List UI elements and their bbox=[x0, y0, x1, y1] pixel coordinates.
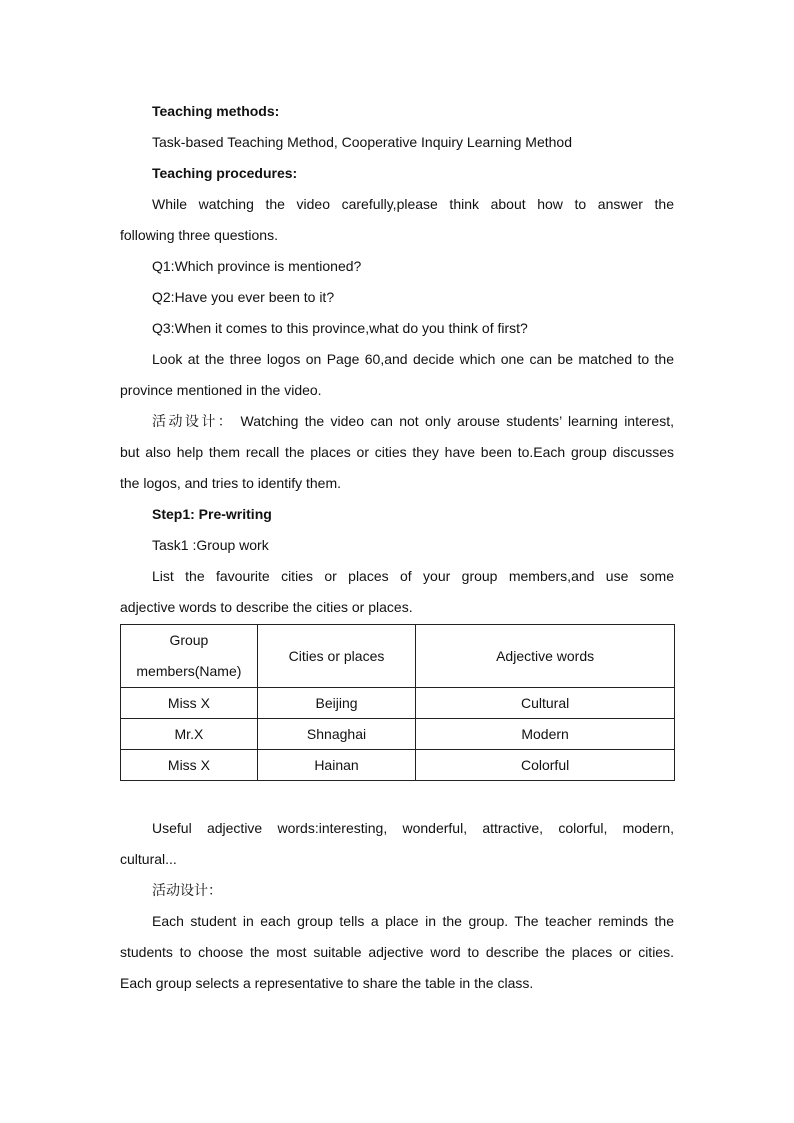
logos-paragraph bbox=[120, 344, 674, 406]
table-header-row bbox=[121, 625, 675, 688]
activity-design-1-line-1: 活动设计： Watching the video can not only arouse students’ learning interest, bbox=[152, 413, 674, 429]
task1-label: Task1 :Group work bbox=[152, 537, 269, 553]
header-group-members-line-2: members(Name) bbox=[136, 663, 242, 679]
header-cities-places: Cities or places bbox=[257, 625, 415, 688]
table-row bbox=[121, 750, 675, 781]
question-1: Q1:Which province is mentioned? bbox=[152, 258, 362, 274]
video-intro-line-2: following three questions. bbox=[120, 227, 278, 243]
cell-place: Beijing bbox=[257, 688, 415, 719]
activity-design-1-line-3: the logos, and tries to identify them. bbox=[120, 475, 342, 491]
activity-design-2-paragraph bbox=[120, 906, 674, 999]
adjective-table bbox=[120, 624, 675, 781]
spacer bbox=[120, 781, 674, 813]
video-intro-line-1: While watching the video carefully,please think about how to answer the bbox=[152, 196, 674, 212]
cell-adjective: Modern bbox=[416, 719, 675, 750]
task1-instructions bbox=[120, 561, 674, 623]
teaching-procedures-heading: Teaching procedures: bbox=[152, 165, 298, 181]
teaching-methods-heading: Teaching methods: bbox=[152, 103, 280, 119]
cell-adjective: Colorful bbox=[416, 750, 675, 781]
video-intro-paragraph bbox=[120, 189, 674, 251]
question-2: Q2:Have you ever been to it? bbox=[152, 289, 335, 305]
table-row bbox=[121, 719, 675, 750]
useful-words-paragraph bbox=[120, 813, 674, 875]
table-row bbox=[121, 688, 675, 719]
cell-name: Miss X bbox=[121, 688, 258, 719]
cell-adjective: Cultural bbox=[416, 688, 675, 719]
useful-words-line-2: cultural... bbox=[120, 851, 177, 867]
header-adjective-words: Adjective words bbox=[416, 625, 675, 688]
cell-place: Hainan bbox=[257, 750, 415, 781]
cell-name: Mr.X bbox=[121, 719, 258, 750]
useful-words-line-1: Useful adjective words:interesting, wonderful, attractive, colorful, modern, bbox=[152, 820, 674, 836]
activity-design-2-line-2: students to choose the most suitable adjective word to describe the places or cities. bbox=[120, 944, 674, 960]
activity-design-1-paragraph bbox=[120, 406, 674, 499]
activity-design-2-line-1: Each student in each group tells a place in the group. The teacher reminds the bbox=[152, 913, 674, 929]
activity-design-1-line-2: but also help them recall the places or cities they have been to.Each group discusses bbox=[120, 444, 674, 460]
logos-line-2: province mentioned in the video. bbox=[120, 382, 322, 398]
teaching-methods-text: Task-based Teaching Method, Cooperative Inquiry Learning Method bbox=[152, 134, 572, 150]
activity-design-2-line-3: Each group selects a representative to share the table in the class. bbox=[120, 975, 534, 991]
header-group-members-line-1: Group bbox=[169, 632, 209, 648]
header-group-members bbox=[121, 625, 258, 688]
task1-instructions-line-1: List the favourite cities or places of your group members,and use some bbox=[152, 568, 674, 584]
logos-line-1: Look at the three logos on Page 60,and decide which one can be matched to the bbox=[152, 351, 674, 367]
cell-place: Shnaghai bbox=[257, 719, 415, 750]
question-3: Q3:When it comes to this province,what do you think of first? bbox=[152, 320, 528, 336]
step1-heading: Step1: Pre-writing bbox=[152, 506, 272, 522]
cell-name: Miss X bbox=[121, 750, 258, 781]
task1-instructions-line-2: adjective words to describe the cities or places. bbox=[120, 599, 413, 615]
activity-design-2-label: 活动设计： bbox=[152, 882, 222, 898]
document-page bbox=[120, 96, 674, 999]
